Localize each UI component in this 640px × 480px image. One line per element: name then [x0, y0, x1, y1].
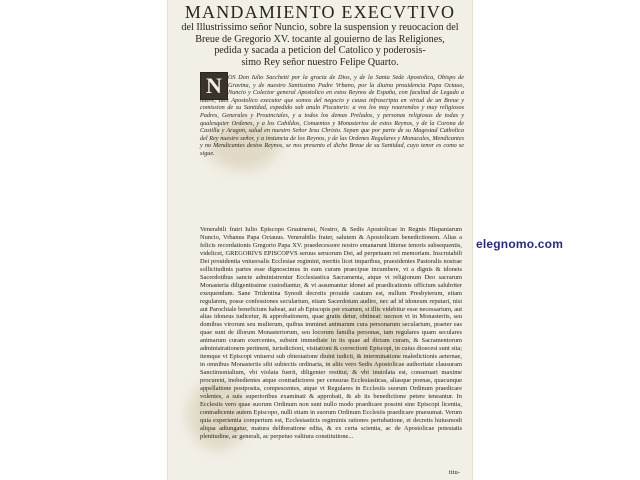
- subtitle-line: Breue de Gregorio XV. tocante al gouierno de las Religiones,: [195, 33, 445, 45]
- decorated-initial-letter: N: [200, 72, 228, 100]
- latin-paragraph: Venerabili fratri Iulio Episcopo Grauinensi, Nostro, & Sedis Apostolicae in Regnis Hispaniarum Nuncio, Vrbanus Papa Octauus. Venerabilis frater, salutem & Apostolicam benedictionem. Alias a felicis recordationis Gregorio Papa XV. praedecessore nostro emanarunt litterae tenoris subsequentis, videlicet, GREGORIVS EPISCOPVS seruus seruorum Dei, ad perpetuam rei memoriam. Inscrutabili Dei prouidentia vniuersalis Ecclesiae regimini, meritis licet imparibus, praesidentes Pastoralis nostrae sollicitudinis partes esse dignoscimus in eam curam praecipue incumbere, vt a dignis & idoneis Sacerdotibus sancte administrentur Ecclesiastica Sacramenta, atque vt religionum Deo sacrarum Monasteria diligentissime custodiantur, & vt assumantur idonei ad praedicationis officium salubriter exequendum. Sane Tridentina Synodi decretis prouide cautum est, nullum Presbyterum, etiam regularem, posse confessiones secularium, etiam Sacerdotum audire, nec ad id idoneum reputari, nisi aut Parochiale beneficium habeat, aut ab Episcopis per examen, si illis videbitur esse necessarium, aut alias idoneus iudicetur, & approbationem, quae gratis detur, obtineat: necnon vt in Monasteriis, seu domibus virorum seu mulierum, quibus imminet animarum cura personarum secularium, praeter eas quae sunt de illorum Monasteriorum, seu locorum familia personas, tam regulares quam seculares animarum curam exercentes, subsint immediate in iis quae ad dictam curam, & Sacramentorum administrationem pertinent, iurisdictioni, visitationi & correctioni Episcopi, in cuius dioecesi sunt sita; itemque vt Episcopi vniuersi sub obtestatione diuini iudicii, & interminatione maledictionis aeternae, in omnibus Monasteriis sibi subiectis ordinaria, in aliis vero Sedis Apostolicae authoritate clausuram Sanctimonialium, vbi violata fuerit, diligenter restitui, & vbi inuiolata est, conseruari maxime procurent, inobedientes atque contradictores per censuras Ecclesiasticas, aliasque poenas, quacunque appellatione postposita, compescentes, atque vt Regulares in Ecclesiis suorum Ordinum praedicare volentes, a suis superioribus examinati & approbati, & ab iis benedictione petere teneantur. In Ecclesiis vero quae suorum Ordinum non sunt nullo modo praedicare possint sine Episcopi licentia, contradicente autem Episcopo, nulli etiam in suorum Ordinum Ecclesiis praedicare praesumat. Verum quia experientia compertum est, Ecclesiasticis regiminis rationes pertubatione, et decretis huiusmodi aliqua adiungatur, matura deliberatione edita, & ex certa scientia, ac de Apostolicae potestatis plenitudine, ac generali, ac perpetuo valitura constitutione...: [200, 226, 462, 440]
- italic-paragraph-text: OS Don Iulio Sacchetti por la gracia de Dios, y de la Santa Sede Apostolica, Obispo de Gravina, y de nuestro Santissimo Padre Vrbano, por la diuina prouidencia Papa Octauo, Nuncio y Colector general Apostolico en estos Reynos de España, con facultad de Legado a latere, Iuez Apostolico executor que somos del negocio y causa infrascripta en virtud de un Breue y comission de su Santidad, expedido sub anulo Piscatoris: a vos los muy reuerendos y muy religiosos Padres, Generales y Prouinciales, y a todos los demas Prelados, y personas religiosas de todas y qualesquier Ordenes, y a los Cabildos, Conuentos y Monasterios de estos Reynos, y de la Corona de Castilla y Aragon, salud en nuestro Señor Iesu Christo. Sepan que por parte de su Magestad Catholica del Rey nuestro señor, y a instancia de los Reynos, y de las Ordenes Regulares y Monacales, Mendicantes y no Mendicantes destos Reynos, se nos presento el dicho Breue de su Santidad, cuyo tenor es como se sigue.: [200, 74, 464, 157]
- initial-spacer: [200, 74, 228, 96]
- site-watermark: elegnomo.com: [476, 237, 564, 251]
- document-page: [168, 0, 472, 480]
- italic-paragraph: [200, 74, 464, 158]
- document-title: MANDAMIENTO EXECVTIVO: [184, 2, 456, 22]
- catchword: titu-: [449, 469, 460, 476]
- title-block: [174, 0, 466, 68]
- subtitle-line: del Illustrissimo señor Nuncio, sobre la suspension y reuocacion del: [181, 22, 459, 33]
- subtitle-line: pedida y sacada a peticion del Catolico y poderosis-: [214, 45, 426, 56]
- subtitle-line: simo Rey señor nuestro Felipe Quarto.: [241, 56, 399, 68]
